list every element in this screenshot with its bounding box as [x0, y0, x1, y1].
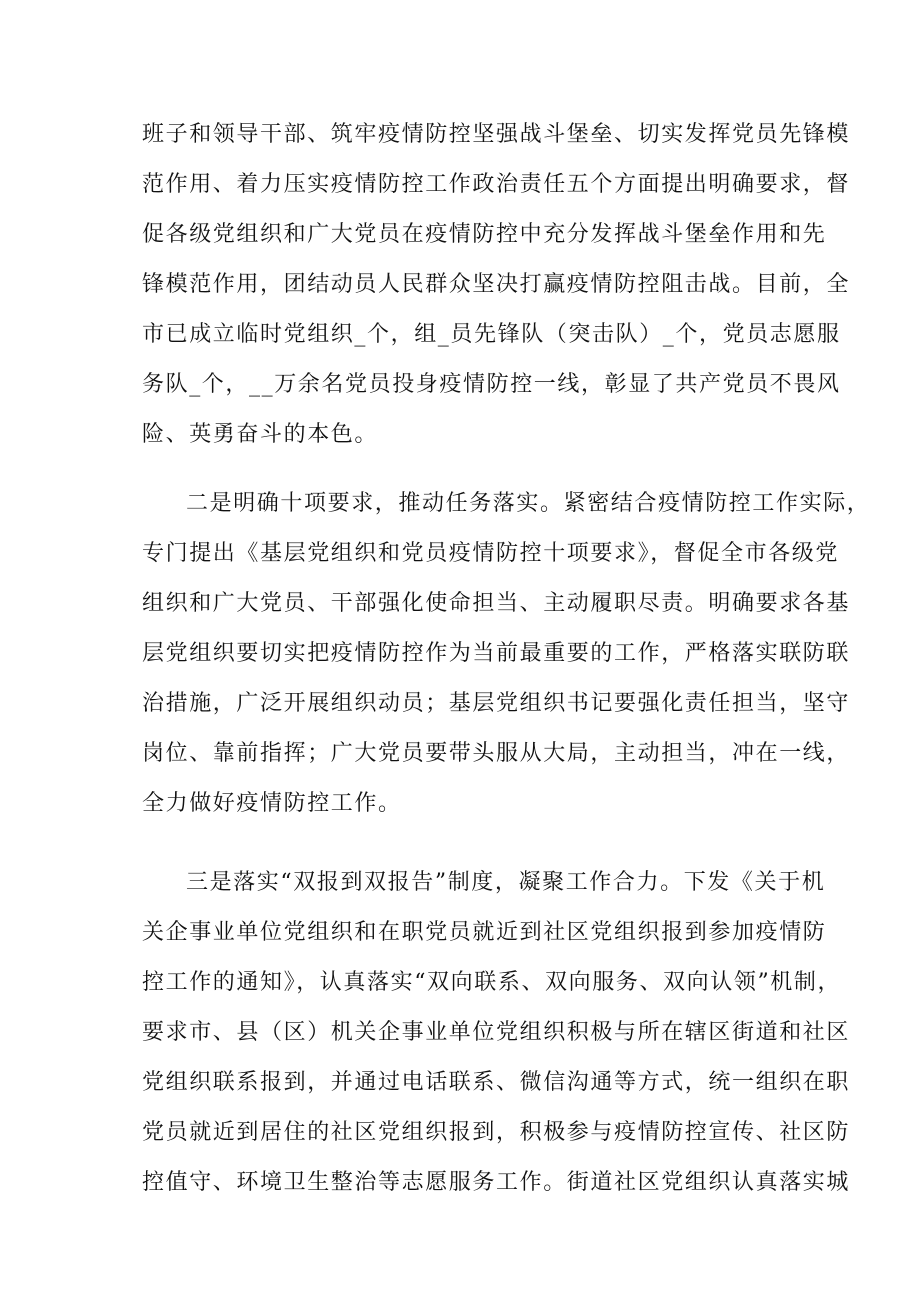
text-line: 控工作的通知》，认真落实“双向联系、双向服务、双向认领”机制，	[142, 970, 842, 995]
text-line: 促各级党组织和广大党员在疫情防控中充分发挥战斗堡垒作用和先	[142, 222, 827, 247]
text-line: 岗位、靠前指挥；广大党员要带头服从大局，主动担当，冲在一线，	[142, 741, 851, 766]
text-line: 关企事业单位党组织和在职党员就近到社区党组织报到参加疫情防	[142, 920, 827, 945]
text-line: 组织和广大党员、干部强化使命担当、主动履职尽责。明确要求各基	[142, 591, 851, 616]
text-line: 党组织联系报到，并通过电话联系、微信沟通等方式，统一组织在职	[142, 1070, 851, 1095]
text-line: 班子和领导干部、筑牢疫情防控坚强战斗堡垒、切实发挥党员先锋模	[142, 122, 851, 147]
text-line: 要求市、县（区）机关企事业单位党组织积极与所在辖区街道和社区	[142, 1020, 851, 1045]
text-line: 层党组织要切实把疫情防控作为当前最重要的工作，严格落实联防联	[142, 641, 851, 666]
text-line: 全力做好疫情防控工作。	[142, 791, 402, 816]
text-line: 锋模范作用，团结动员人民群众坚决打赢疫情防控阻击战。目前，全	[142, 272, 851, 297]
paragraph-first-line: 二是明确十项要求，推动任务落实。紧密结合疫情防控工作实际，	[186, 491, 871, 516]
text-line: 党员就近到居住的社区党组织报到，积极参与疫情防控宣传、社区防	[142, 1120, 851, 1145]
text-line: 务队_个，__万余名党员投身疫情防控一线，彰显了共产党员不畏风	[142, 372, 841, 397]
paragraph-first-line: 三是落实“双报到双报告”制度，凝聚工作合力。下发《关于机	[186, 870, 826, 895]
text-line: 专门提出《基层党组织和党员疫情防控十项要求》，督促全市各级党	[142, 541, 840, 566]
text-line: 范作用、着力压实疫情防控工作政治责任五个方面提出明确要求，督	[142, 172, 851, 197]
text-line: 险、英勇奋斗的本色。	[142, 422, 379, 447]
text-line: 治措施，广泛开展组织动员；基层党组织书记要强化责任担当，坚守	[142, 691, 851, 716]
text-line: 控值守、环境卫生整治等志愿服务工作。街道社区党组织认真落实城	[142, 1170, 851, 1195]
text-line: 市已成立临时党组织_个，组_员先锋队（突击队）_个，党员志愿服	[142, 322, 841, 347]
